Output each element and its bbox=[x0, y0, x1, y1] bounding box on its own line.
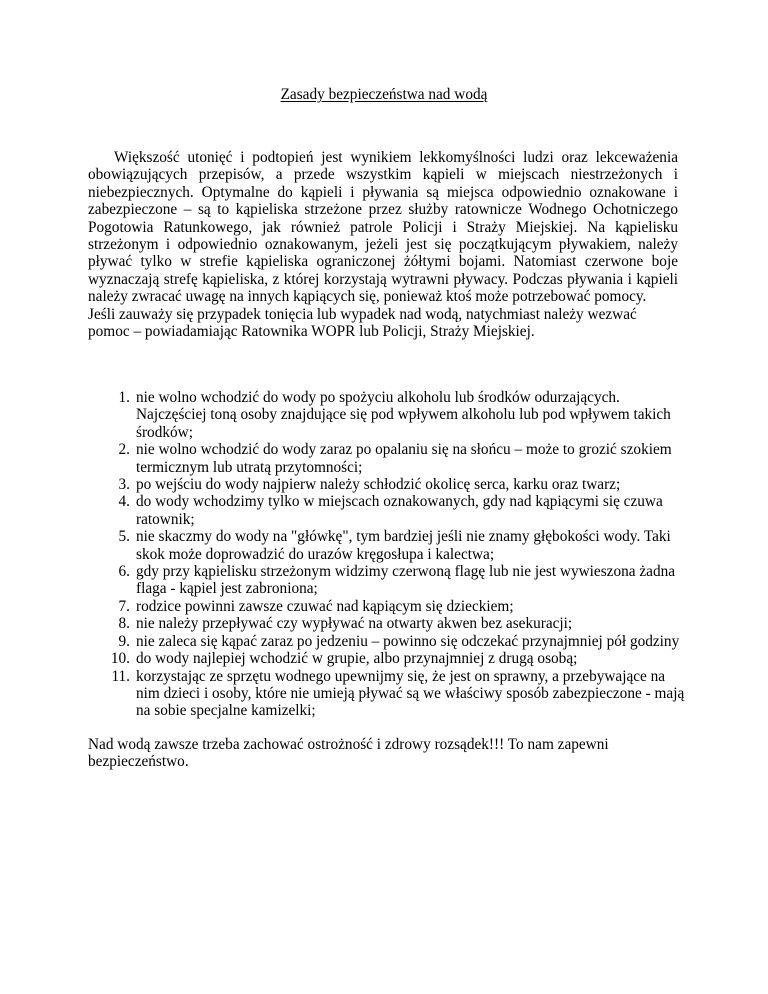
rule-text: nie skaczmy do wody na "główkę", tym bardziej jeśli nie znamy głębokości wody. Taki skok może doprowadzić do urazów kręgosłupa i kalectwa; bbox=[136, 528, 671, 563]
rule-number: 9. bbox=[118, 632, 130, 650]
rule-text: gdy przy kąpielisku strzeżonym widzimy czerwoną flagę lub nie jest wywieszona żadna flaga - kąpiel jest zabroniona; bbox=[136, 563, 676, 598]
intro-paragraph: Większość utonięć i podtopień jest wynikiem lekkomyślności ludzi oraz lekceważenia obowiązujących przepisów, a przede wszystkim kąpieli w miejscach niestrzeżonych i niebezpiecznych. Optymalne do kąpieli i pływania są miejsca odpowiednio oznakowane i zabezpieczone – są to kąpieliska strzeżone przez służby ratownicze Wodnego Ochotniczego Pogotowia Ratunkowego, jak również patrole Policji i Straży Miejskiej. Na kąpielisku strzeżonym i odpowiednio oznakowanym, jeżeli jest się początkującym pływakiem, należy pływać tylko w strefie kąpieliska ograniczonej żółtymi bojami. Natomiast czerwone boje wyznaczają strefę kąpieliska, z której korzystają wytrawni pływacy. Podczas pływania i kąpieli należy zwracać uwagę na innych kąpiących się, ponieważ ktoś może potrzebować pomocy. bbox=[88, 149, 678, 306]
rule-number: 2. bbox=[118, 441, 130, 459]
rule-item bbox=[88, 528, 688, 563]
rule-text: nie wolno wchodzić do wody zaraz po opalaniu się na słońcu – może to grozić szokiem termicznym lub utratą przytomności; bbox=[136, 441, 672, 476]
rule-item bbox=[88, 563, 688, 598]
rule-number: 6. bbox=[118, 563, 130, 581]
rule-item bbox=[88, 650, 688, 667]
rule-item bbox=[88, 668, 688, 720]
rule-text: rodzice powinni zawsze czuwać nad kąpiącym się dzieckiem; bbox=[136, 597, 514, 615]
closing-paragraph: Nad wodą zawsze trzeba zachować ostrożność i zdrowy rozsądek!!! To nam zapewni bezpieczeństwo. bbox=[88, 736, 609, 771]
document-title: Zasady bezpieczeństwa nad wodą bbox=[280, 86, 488, 103]
rule-number: 11. bbox=[111, 667, 130, 685]
rule-item bbox=[88, 493, 688, 528]
rule-number: 1. bbox=[118, 389, 130, 406]
rule-number: 10. bbox=[110, 650, 130, 668]
rule-text: nie wolno wchodzić do wody po spożyciu alkoholu lub środków odurzających. Najczęściej toną osoby znajdujące się pod wpływem alkoholu lub pod wpływem takich środków; bbox=[136, 389, 671, 441]
rule-number: 4. bbox=[118, 493, 130, 511]
rule-number: 7. bbox=[118, 597, 130, 615]
rule-item bbox=[88, 389, 688, 441]
rule-number: 3. bbox=[118, 476, 130, 494]
rule-text: nie należy przepływać czy wypływać na otwarty akwen bez asekuracji; bbox=[136, 615, 573, 633]
rule-text: po wejściu do wody najpierw należy schłodzić okolicę serca, karku oraz twarz; bbox=[136, 476, 621, 494]
rule-number: 8. bbox=[118, 615, 130, 633]
rule-item bbox=[88, 615, 688, 632]
rule-number: 5. bbox=[118, 528, 130, 546]
rule-item bbox=[88, 598, 688, 615]
rule-item bbox=[88, 441, 688, 476]
rule-text: korzystając ze sprzętu wodnego upewnijmy się, że jest on sprawny, a przebywające na nim dzieci i osoby, które nie umieją pływać są we właściwy sposób zabezpieczone - mają na sobie specjalne kamizelki; bbox=[136, 667, 685, 720]
rule-text: do wody wchodzimy tylko w miejscach oznakowanych, gdy nad kąpiącymi się czuwa ratownik; bbox=[136, 493, 663, 528]
rule-item bbox=[88, 476, 688, 493]
safety-rules-list bbox=[88, 389, 688, 720]
rule-text: nie zaleca się kąpać zaraz po jedzeniu – powinno się odczekać przynajmniej pół godziny bbox=[136, 632, 680, 650]
intro-section bbox=[88, 149, 678, 340]
rule-item bbox=[88, 633, 688, 650]
rule-text: do wody najlepiej wchodzić w grupie, albo przynajmniej z drugą osobą; bbox=[136, 650, 578, 668]
alert-paragraph: Jeśli zauważy się przypadek tonięcia lub wypadek nad wodą, natychmiast należy wezwać pomoc – powiadamiając Ratownika WOPR lub Policji, Straży Miejskiej. bbox=[88, 305, 637, 341]
